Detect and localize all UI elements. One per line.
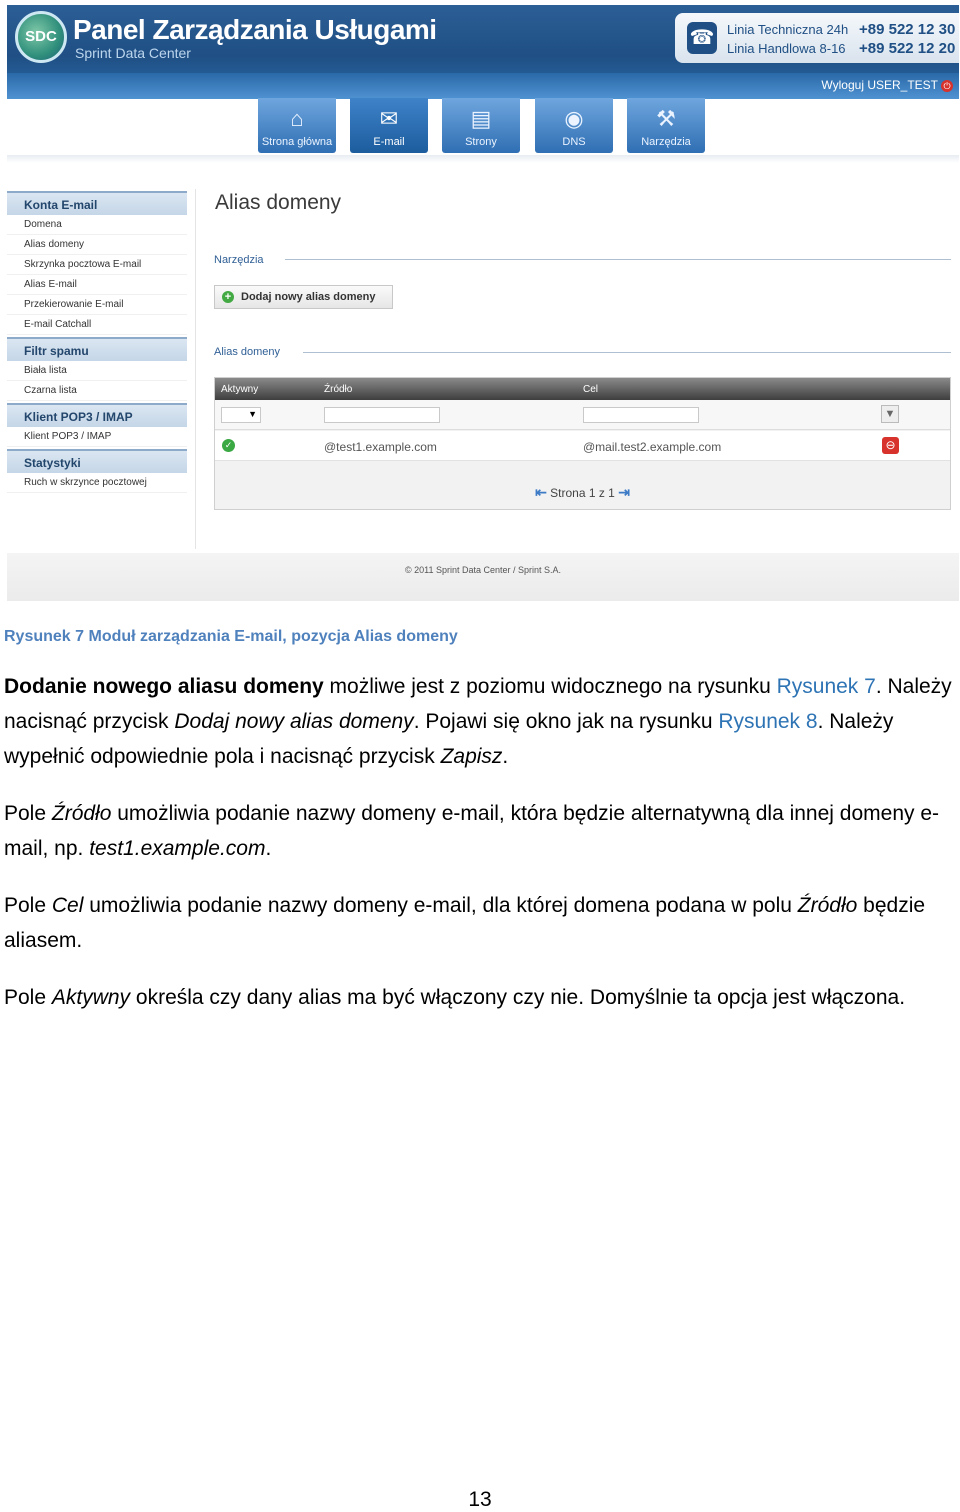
tools-icon: ⚒: [656, 106, 676, 131]
delete-icon[interactable]: ⊖: [882, 437, 899, 454]
column-target[interactable]: Cel: [583, 384, 599, 395]
add-domain-alias-button[interactable]: [214, 285, 393, 309]
check-icon[interactable]: ✓: [222, 439, 235, 452]
sales-line-label: Linia Handlowa 8-16: [727, 41, 846, 56]
figure-caption: Rysunek 7 Moduł zarządzania E-mail, pozycja Alias domeny: [4, 628, 458, 645]
tab-home[interactable]: [258, 98, 336, 153]
tab-pages[interactable]: [442, 98, 520, 153]
app-subtitle: Sprint Data Center: [75, 45, 191, 61]
p2-italic: test1.example.com: [89, 837, 266, 860]
sidebar-group-spam-filter[interactable]: Filtr spamu: [7, 337, 187, 361]
grid-header: [215, 378, 950, 400]
app-title: Panel Zarządzania Usługami: [73, 14, 437, 45]
add-domain-alias-label: Dodaj nowy alias domeny: [241, 291, 376, 303]
active-filter-select[interactable]: [221, 407, 261, 423]
contact-box: [675, 13, 959, 63]
p1-italic: Zapisz: [440, 745, 503, 768]
tech-line-phone: +89 522 12 30: [859, 21, 956, 38]
section-divider: [303, 352, 951, 353]
copyright: © 2011 Sprint Data Center / Sprint S.A.: [404, 565, 562, 575]
sdc-logo[interactable]: SDC: [15, 11, 67, 63]
paragraph-1: [4, 669, 954, 774]
filter-row: [215, 400, 950, 430]
p4-text: określa czy dany alias ma być włączony czy nie. Domyślnie ta opcja jest włączona.: [130, 986, 906, 1009]
tab-label: DNS: [562, 136, 586, 148]
logout-link[interactable]: [821, 78, 953, 92]
power-icon: ⏻: [941, 80, 953, 92]
tab-label: E-mail: [373, 136, 405, 148]
p3-italic: Cel: [51, 894, 84, 917]
logout-label: Wyloguj USER_TEST: [821, 78, 938, 92]
page-title: Alias domeny: [215, 191, 342, 214]
pager: [215, 484, 950, 501]
p2-text: .: [265, 837, 272, 860]
sidebar-group-email-accounts[interactable]: Konta E-mail: [7, 191, 187, 215]
footer: [7, 553, 959, 601]
source-filter-input[interactable]: [324, 407, 440, 423]
network-icon: ◉: [564, 106, 584, 131]
figure-ref-link[interactable]: Rysunek 7: [776, 675, 876, 698]
pages-icon: ▤: [470, 106, 492, 131]
row-target: @mail.test2.example.com: [583, 440, 722, 454]
p1-italic: Dodaj nowy alias domeny: [174, 710, 414, 733]
sidebar-item-domain-alias[interactable]: Alias domeny: [7, 235, 187, 255]
page-number: 13: [468, 1488, 492, 1511]
paragraph-3: [4, 888, 954, 958]
row-source: @test1.example.com: [324, 440, 437, 454]
chevron-down-icon: ▼: [248, 409, 257, 419]
sales-line-phone: +89 522 12 20: [859, 40, 956, 57]
sidebar-group-statistics[interactable]: Statystyki: [7, 449, 187, 473]
sidebar-item-blacklist[interactable]: Czarna lista: [7, 381, 187, 401]
filter-icon[interactable]: ▼: [881, 405, 899, 423]
tab-label: Narzędzia: [641, 136, 691, 148]
sidebar-group-pop3-imap[interactable]: Klient POP3 / IMAP: [7, 403, 187, 427]
screenshot-figure: [7, 5, 959, 601]
paragraph-4: [4, 980, 954, 1015]
tab-tools[interactable]: [627, 98, 705, 153]
p3-text: będzie aliasem.: [4, 894, 926, 952]
plus-icon: +: [222, 291, 234, 303]
tab-dns[interactable]: [535, 98, 613, 153]
tab-label: Strony: [465, 136, 497, 148]
sidebar-item-mailbox-traffic[interactable]: Ruch w skrzynce pocztowej: [7, 473, 187, 493]
p2-italic: Źródło: [51, 802, 112, 825]
table-row[interactable]: [215, 431, 950, 461]
p2-text: umożliwia podanie nazwy domeny e-mail, która będzie alternatywną dla innej domeny e-mail, np.: [4, 802, 940, 860]
alias-section-label: Alias domeny: [214, 346, 281, 358]
sidebar-item-mailbox[interactable]: Skrzynka pocztowa E-mail: [7, 255, 187, 275]
tech-line-label: Linia Techniczna 24h: [727, 22, 849, 37]
alias-grid: [214, 377, 951, 510]
paragraph-2: [4, 796, 954, 866]
app-header: [7, 5, 959, 97]
p1-text: . Należy nacisnąć przycisk: [4, 675, 952, 733]
sidebar-item-pop3-imap[interactable]: Klient POP3 / IMAP: [7, 427, 187, 447]
envelope-icon: ✉: [379, 106, 399, 131]
p1-bold: Dodanie nowego aliasu domeny: [4, 675, 324, 698]
p2-text: Pole: [4, 802, 52, 825]
phone-icon: ☎: [687, 22, 717, 54]
p1-text: . Należy wypełnić odpowiednie pola i nacisnąć przycisk: [4, 710, 894, 768]
first-page-icon[interactable]: ⇤: [535, 484, 547, 500]
column-source[interactable]: Źródło: [324, 384, 353, 395]
sidebar-item-catchall[interactable]: E-mail Catchall: [7, 315, 187, 335]
pager-label: Strona 1 z 1: [550, 486, 615, 500]
sidebar-item-email-alias[interactable]: Alias E-mail: [7, 275, 187, 295]
p3-text: umożliwia podanie nazwy domeny e-mail, dla której domena podana w polu: [83, 894, 798, 917]
p4-italic: Aktywny: [51, 986, 131, 1009]
section-divider: [285, 259, 951, 260]
sidebar-item-whitelist[interactable]: Biała lista: [7, 361, 187, 381]
tools-section-label: Narzędzia: [214, 254, 264, 266]
tab-label: Strona główna: [261, 136, 333, 148]
p1-text: .: [502, 745, 509, 768]
column-active[interactable]: Aktywny: [221, 384, 259, 395]
p4-text: Pole: [4, 986, 52, 1009]
sidebar-item-domain[interactable]: Domena: [7, 215, 187, 235]
figure-ref-link[interactable]: Rysunek 8: [718, 710, 818, 733]
sidebar: [7, 189, 187, 493]
p1-text: możliwe jest z poziomu widocznego na rysunku: [323, 675, 777, 698]
p1-text: . Pojawi się okno jak na rysunku: [413, 710, 719, 733]
tab-email[interactable]: [350, 98, 428, 153]
last-page-icon[interactable]: ⇥: [618, 484, 630, 500]
home-icon: ⌂: [290, 106, 304, 131]
p3-text: Pole: [4, 894, 52, 917]
p3-italic: Źródło: [797, 894, 858, 917]
sidebar-item-forwarding[interactable]: Przekierowanie E-mail: [7, 295, 187, 315]
target-filter-input[interactable]: [583, 407, 699, 423]
